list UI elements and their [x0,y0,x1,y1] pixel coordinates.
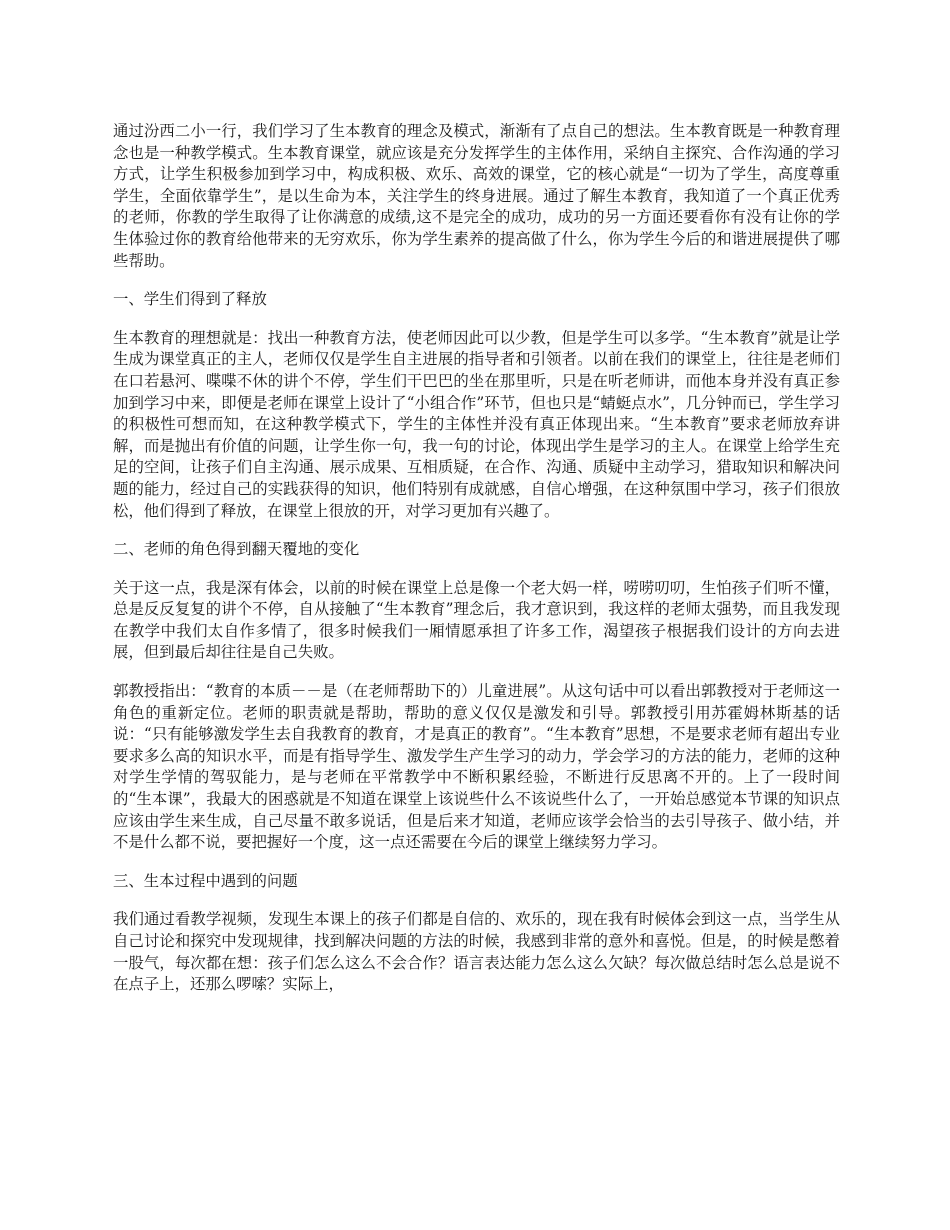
document-body [113,121,840,1013]
section-1-heading: 一、学生们得到了释放 [113,290,267,309]
intro-paragraph: 通过汾西二小一行，我们学习了生本教育的理念及模式，渐渐有了点自己的想法。生本教育既是一种教育理念也是一种教学模式。生本教育课堂，就应该是充分发挥学生的主体作用，采纳自主探究、合作沟通的学习方式，让学生积极参加到学习中，构成积极、欢乐、高效的课堂，它的核心就是“一切为了学生，高度尊重学生，全面依靠学生”，是以生命为本，关注学生的终身进展。通过了解生本教育，我知道了一个真正优秀的老师，你教的学生取得了让你满意的成绩,这不是完全的成功，成功的另一方面还要看你有没有让你的学生体验过你的教育给他带来的无穷欢乐，你为学生素养的提高做了什么，你为学生今后的和谐进展提供了哪些帮助。 [113,122,840,270]
section-2-paragraph-2: 郭教授指出：“教育的本质－－是（在老师帮助下的）儿童进展”。从这句话中可以看出郭教授对于老师这一角色的重新定位。老师的职责就是帮助，帮助的意义仅仅是激发和引导。郭教授引用苏霍姆林斯基的话说：“只有能够激发学生去自我教育的教育，才是真正的教育”。“生本教育”思想，不是要求老师有超出专业要求多么高的知识水平，而是有指导学生、激发学生产生学习的动力，学会学习的方法的能力，老师的这种对学生学情的驾驭能力，是与老师在平常教学中不断积累经验，不断进行反思离不开的。上了一段时间的“生本课”，我最大的困惑就是不知道在课堂上该说些什么不该说些什么了，一开始总感觉本节课的知识点应该由学生来生成，自己尽量不敢多说话，但是后来才知道，老师应该学会恰当的去引导孩子、做小结，并不是什么都不说，要把握好一个度，这一点还需要在今后的课堂上继续努力学习。 [113,682,840,852]
section-1-paragraph-1: 生本教育的理想就是：找出一种教育方法，使老师因此可以少教，但是学生可以多学。“生本教育”就是让学生成为课堂真正的主人，老师仅仅是学生自主进展的指导者和引领者。以前在我们的课堂上，往往是老师们在口若悬河、喋喋不休的讲个不停，学生们干巴巴的坐在那里听，只是在听老师讲，而他本身并没有真正参加到学习中来，即便是老师在课堂上设计了“小组合作”环节，但也只是“蜻蜓点水”，几分钟而已，学生学习的积极性可想而知，在这种教学模式下，学生的主体性并没有真正体现出来。“生本教育”要求老师放弃讲解，而是抛出有价值的问题，让学生你一句，我一句的讨论，体现出学生是学习的主人。在课堂上给学生充足的空间，让孩子们自主沟通、展示成果、互相质疑，在合作、沟通、质疑中主动学习，猎取知识和解决问题的能力，经过自己的实践获得的知识，他们特别有成就感，自信心增强，在这种氛围中学习，孩子们很放松，他们得到了释放，在课堂上很放的开，对学习更加有兴趣了。 [113,328,840,520]
section-2-paragraph-1: 关于这一点，我是深有体会，以前的时候在课堂上总是像一个老大妈一样，唠唠叨叨，生怕孩子们听不懂，总是反反复复的讲个不停，自从接触了“生本教育”理念后，我才意识到，我这样的老师太强势，而且我发现在教学中我们太自作多情了，很多时候我们一厢情愿承担了许多工作，渴望孩子根据我们设计的方向去进展，但到最后却往往是自己失败。 [113,578,840,662]
section-3-paragraph-1: 我们通过看教学视频，发现生本课上的孩子们都是自信的、欢乐的，现在我有时候体会到这一点，当学生从自己讨论和探究中发现规律，找到解决问题的方法的时候，我感到非常的意外和喜悦。但是，的时候是憋着一股气，每次都在想：孩子们怎么这么不会合作？语言表达能力怎么这么欠缺？每次做总结时怎么总是说不在点子上，还那么啰嗦？实际上， [113,910,840,994]
section-2-heading: 二、老师的角色得到翻天覆地的变化 [113,540,360,559]
section-3-heading: 三、生本过程中遇到的问题 [113,871,298,890]
